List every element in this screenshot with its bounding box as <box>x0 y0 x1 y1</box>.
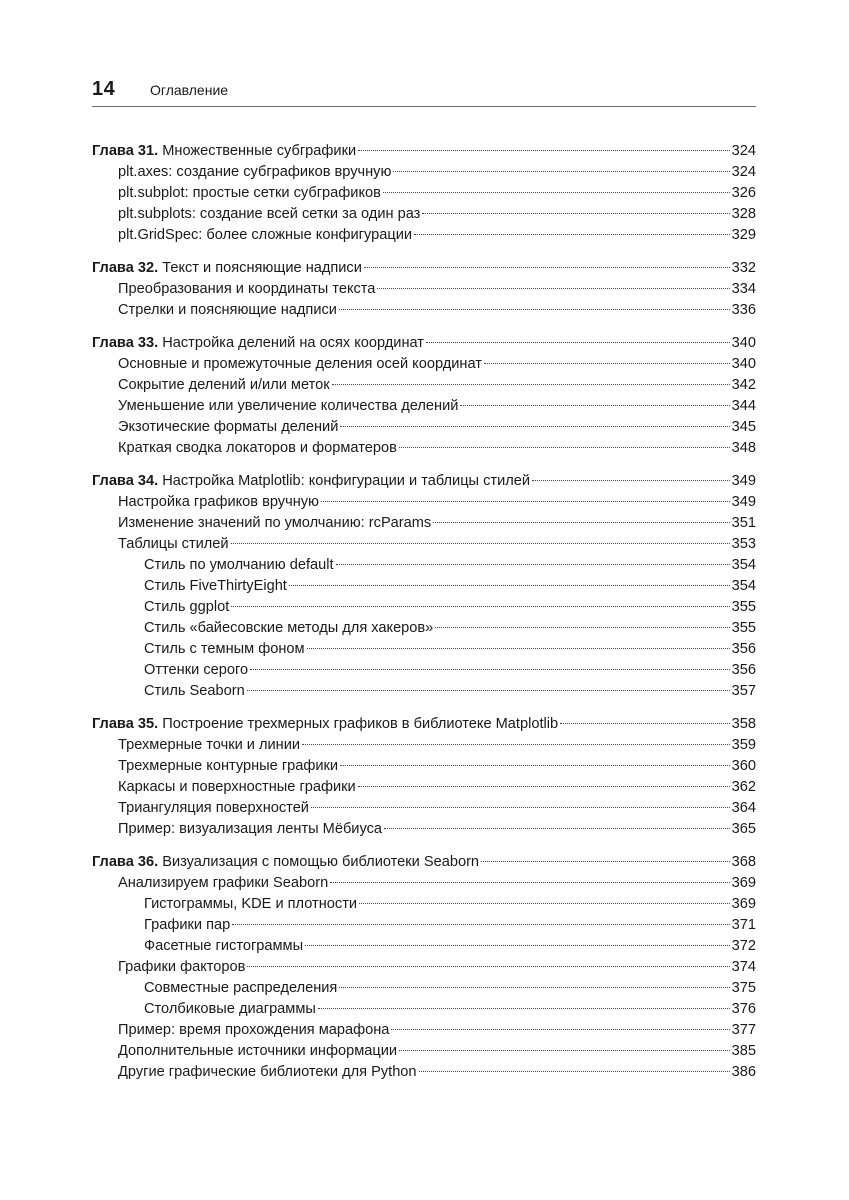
chapter-label: Глава 31. <box>92 143 159 159</box>
page-ref: 377 <box>731 1022 756 1038</box>
chapter-heading-title <box>92 852 479 873</box>
toc-section[interactable] <box>92 279 756 300</box>
page-ref: 349 <box>731 494 756 510</box>
toc-subsection-title <box>144 639 305 660</box>
dot-leader <box>336 564 730 565</box>
chapter-block <box>92 333 756 459</box>
entry-title: Дополнительные источники информации <box>118 1043 398 1059</box>
toc-subsection[interactable] <box>92 894 756 915</box>
page-ref: 372 <box>731 938 756 954</box>
entry-title: Совместные распределения <box>144 980 338 996</box>
page-ref: 329 <box>731 227 756 243</box>
dot-leader <box>532 480 730 481</box>
page-ref: 328 <box>731 206 756 222</box>
entry-title: plt.axes: создание субграфиков вручную <box>118 164 392 180</box>
entry-title: Другие графические библиотеки для Python <box>118 1064 417 1080</box>
entry-title: Трехмерные контурные графики <box>118 758 339 774</box>
toc-subsection-title <box>144 555 334 576</box>
entry-title: Уменьшение или увеличение количества делений <box>118 398 459 414</box>
page-ref: 356 <box>731 662 756 678</box>
page-ref: 365 <box>731 821 756 837</box>
toc-section-title <box>118 735 300 756</box>
page-ref: 386 <box>731 1064 756 1080</box>
toc-subsection-title <box>144 681 245 702</box>
toc-section[interactable] <box>92 417 756 438</box>
toc-section[interactable] <box>92 1062 756 1083</box>
chapter-block <box>92 258 756 321</box>
toc-section[interactable] <box>92 354 756 375</box>
chapter-heading-title <box>92 714 558 735</box>
toc-subsection[interactable] <box>92 681 756 702</box>
toc-section[interactable] <box>92 492 756 513</box>
chapter-heading[interactable] <box>92 471 756 492</box>
page-ref: 368 <box>731 854 756 870</box>
toc-section-title <box>118 819 382 840</box>
toc-section-title <box>118 438 397 459</box>
toc-subsection-title <box>144 894 357 915</box>
dot-leader <box>399 1050 730 1051</box>
toc-section[interactable] <box>92 957 756 978</box>
dot-leader <box>393 171 729 172</box>
entry-title: Стиль с темным фоном <box>144 641 305 657</box>
toc-section-title <box>118 225 412 246</box>
page-ref: 358 <box>731 716 756 732</box>
toc-section-title <box>118 375 330 396</box>
toc-section[interactable] <box>92 513 756 534</box>
toc-section-title <box>118 279 375 300</box>
chapter-block <box>92 471 756 702</box>
toc-section[interactable] <box>92 873 756 894</box>
dot-leader <box>399 447 730 448</box>
entry-title: Изменение значений по умолчанию: rcParams <box>118 515 432 531</box>
toc-section[interactable] <box>92 798 756 819</box>
page-ref: 359 <box>731 737 756 753</box>
table-of-contents <box>92 141 756 1095</box>
page-ref: 332 <box>731 260 756 276</box>
toc-section[interactable] <box>92 1020 756 1041</box>
toc-subsection[interactable] <box>92 978 756 999</box>
page-ref: 354 <box>731 578 756 594</box>
page-ref: 334 <box>731 281 756 297</box>
dot-leader <box>364 267 730 268</box>
page-ref: 354 <box>731 557 756 573</box>
toc-section-title <box>118 798 309 819</box>
entry-title: Основные и промежуточные деления осей координат <box>118 356 482 372</box>
chapter-heading-title <box>92 333 424 354</box>
page-ref: 351 <box>731 515 756 531</box>
entry-title: Преобразования и координаты текста <box>118 281 376 297</box>
page-ref: 369 <box>731 896 756 912</box>
entry-title: Гистограммы, KDE и плотности <box>144 896 358 912</box>
toc-section-title <box>118 354 482 375</box>
toc-subsection-title <box>144 618 433 639</box>
toc-section[interactable] <box>92 819 756 840</box>
chapter-title: Текст и поясняющие надписи <box>162 260 362 276</box>
toc-subsection[interactable] <box>92 576 756 597</box>
page-ref: 345 <box>731 419 756 435</box>
entry-title: plt.GridSpec: более сложные конфигурации <box>118 227 413 243</box>
entry-title: plt.subplots: создание всей сетки за один раз <box>118 206 421 222</box>
toc-section[interactable] <box>92 162 756 183</box>
entry-title: Графики факторов <box>118 959 246 975</box>
entry-title: plt.subplot: простые сетки субграфиков <box>118 185 381 201</box>
page-ref: 369 <box>731 875 756 891</box>
entry-title: Пример: визуализация ленты Мёбиуса <box>118 821 383 837</box>
page-ref: 348 <box>731 440 756 456</box>
toc-section-title <box>118 417 338 438</box>
page-ref: 340 <box>731 356 756 372</box>
toc-section-title <box>118 1020 389 1041</box>
dot-leader <box>391 1029 729 1030</box>
chapter-heading[interactable] <box>92 714 756 735</box>
page-ref: 364 <box>731 800 756 816</box>
toc-section[interactable] <box>92 735 756 756</box>
toc-section-title <box>118 957 245 978</box>
entry-title: Пример: время прохождения марафона <box>118 1022 390 1038</box>
dot-leader <box>358 786 730 787</box>
page-ref: 360 <box>731 758 756 774</box>
chapter-label: Глава 34. <box>92 473 159 489</box>
toc-section-title <box>118 534 229 555</box>
chapter-title: Настройка Matplotlib: конфигурации и таблицы стилей <box>162 473 531 489</box>
chapter-title: Визуализация с помощью библиотеки Seaborn <box>162 854 480 870</box>
dot-leader <box>377 288 729 289</box>
dot-leader <box>318 1008 730 1009</box>
dot-leader <box>435 627 729 628</box>
toc-section-title <box>118 204 420 225</box>
chapter-title: Множественные субграфики <box>162 143 357 159</box>
dot-leader <box>460 405 729 406</box>
chapter-heading[interactable] <box>92 852 756 873</box>
toc-section-title <box>118 873 328 894</box>
dot-leader <box>232 924 729 925</box>
page-ref: 353 <box>731 536 756 552</box>
dot-leader <box>247 966 729 967</box>
dot-leader <box>560 723 730 724</box>
chapter-heading-title <box>92 471 530 492</box>
dot-leader <box>231 543 730 544</box>
dot-leader <box>419 1071 730 1072</box>
page-ref: 385 <box>731 1043 756 1059</box>
entry-title: Анализируем графики Seaborn <box>118 875 329 891</box>
toc-subsection-title <box>144 978 337 999</box>
chapter-block <box>92 714 756 840</box>
entry-title: Экзотические форматы делений <box>118 419 339 435</box>
entry-title: Настройка графиков вручную <box>118 494 319 510</box>
page-ref: 324 <box>731 164 756 180</box>
toc-section-title <box>118 777 356 798</box>
toc-section-title <box>118 1062 417 1083</box>
dot-leader <box>339 987 729 988</box>
toc-section[interactable] <box>92 225 756 246</box>
dot-leader <box>250 669 730 670</box>
dot-leader <box>414 234 730 235</box>
dot-leader <box>359 903 730 904</box>
dot-leader <box>289 585 730 586</box>
entry-title: Столбиковые диаграммы <box>144 1001 316 1017</box>
chapter-label: Глава 33. <box>92 335 159 351</box>
entry-title: Стиль «байесовские методы для хакеров» <box>144 620 434 636</box>
entry-title: Краткая сводка локаторов и форматеров <box>118 440 397 456</box>
toc-section-title <box>118 1041 397 1062</box>
dot-leader <box>247 690 730 691</box>
toc-section-title <box>118 396 458 417</box>
dot-leader <box>305 945 730 946</box>
toc-section-title <box>118 183 381 204</box>
page-ref: 324 <box>731 143 756 159</box>
entry-title: Триангуляция поверхностей <box>118 800 309 816</box>
page-ref: 355 <box>731 599 756 615</box>
toc-section[interactable] <box>92 375 756 396</box>
page-ref: 340 <box>731 335 756 351</box>
toc-subsection-title <box>144 660 248 681</box>
dot-leader <box>321 501 730 502</box>
dot-leader <box>307 648 730 649</box>
toc-section[interactable] <box>92 300 756 321</box>
dot-leader <box>330 882 729 883</box>
toc-section[interactable] <box>92 1041 756 1062</box>
toc-subsection[interactable] <box>92 618 756 639</box>
toc-subsection[interactable] <box>92 999 756 1020</box>
entry-title: Фасетные гистограммы <box>144 938 304 954</box>
page-ref: 357 <box>731 683 756 699</box>
page-ref: 355 <box>731 620 756 636</box>
entry-title: Каркасы и поверхностные графики <box>118 779 356 795</box>
toc-section-title <box>118 513 431 534</box>
toc-subsection-title <box>144 936 303 957</box>
dot-leader <box>484 363 730 364</box>
toc-section-title <box>118 492 319 513</box>
entry-title: Графики пар <box>144 917 231 933</box>
page-ref: 374 <box>731 959 756 975</box>
entry-title: Оттенки серого <box>144 662 249 678</box>
chapter-label: Глава 32. <box>92 260 159 276</box>
page-ref: 326 <box>731 185 756 201</box>
toc-subsection-title <box>144 999 316 1020</box>
dot-leader <box>332 384 730 385</box>
chapter-title: Настройка делений на осях координат <box>162 335 424 351</box>
entry-title: Стрелки и поясняющие надписи <box>118 302 337 318</box>
toc-subsection[interactable] <box>92 555 756 576</box>
page-ref: 356 <box>731 641 756 657</box>
running-title: Оглавление <box>150 82 229 98</box>
page-header <box>92 74 756 107</box>
entry-title: Стиль FiveThirtyEight <box>144 578 287 594</box>
entry-title: Стиль по умолчанию default <box>144 557 334 573</box>
toc-section[interactable] <box>92 777 756 798</box>
dot-leader <box>302 744 730 745</box>
toc-section[interactable] <box>92 534 756 555</box>
toc-subsection[interactable] <box>92 936 756 957</box>
toc-section[interactable] <box>92 438 756 459</box>
toc-section-title <box>118 756 338 777</box>
toc-subsection[interactable] <box>92 639 756 660</box>
chapter-label: Глава 36. <box>92 854 159 870</box>
toc-subsection[interactable] <box>92 660 756 681</box>
toc-subsection-title <box>144 915 230 936</box>
toc-section[interactable] <box>92 756 756 777</box>
dot-leader <box>384 828 730 829</box>
toc-section[interactable] <box>92 204 756 225</box>
dot-leader <box>383 192 730 193</box>
chapter-heading-title <box>92 141 356 162</box>
page-ref: 376 <box>731 1001 756 1017</box>
toc-subsection-title <box>144 597 229 618</box>
dot-leader <box>340 765 730 766</box>
dot-leader <box>339 309 730 310</box>
toc-section[interactable] <box>92 183 756 204</box>
dot-leader <box>426 342 730 343</box>
chapter-title: Построение трехмерных графиков в библиотеке Matplotlib <box>162 716 559 732</box>
chapter-heading[interactable] <box>92 258 756 279</box>
chapter-label: Глава 35. <box>92 716 159 732</box>
entry-title: Стиль ggplot <box>144 599 230 615</box>
page-ref: 362 <box>731 779 756 795</box>
page-ref: 344 <box>731 398 756 414</box>
toc-subsection[interactable] <box>92 915 756 936</box>
dot-leader <box>433 522 729 523</box>
page-ref: 349 <box>731 473 756 489</box>
page-ref: 375 <box>731 980 756 996</box>
toc-subsection[interactable] <box>92 597 756 618</box>
chapter-block <box>92 852 756 1083</box>
dot-leader <box>481 861 730 862</box>
dot-leader <box>340 426 729 427</box>
toc-section[interactable] <box>92 396 756 417</box>
toc-section-title <box>118 300 337 321</box>
page-ref: 371 <box>731 917 756 933</box>
dot-leader <box>358 150 730 151</box>
chapter-heading-title <box>92 258 362 279</box>
dot-leader <box>231 606 729 607</box>
entry-title: Трехмерные точки и линии <box>118 737 301 753</box>
chapter-block <box>92 141 756 246</box>
entry-title: Сокрытие делений и/или меток <box>118 377 330 393</box>
entry-title: Стиль Seaborn <box>144 683 245 699</box>
page-ref: 336 <box>731 302 756 318</box>
page-ref: 342 <box>731 377 756 393</box>
dot-leader <box>311 807 730 808</box>
dot-leader <box>422 213 729 214</box>
page-number: 14 <box>92 78 116 100</box>
chapter-heading[interactable] <box>92 333 756 354</box>
toc-subsection-title <box>144 576 287 597</box>
toc-section-title <box>118 162 391 183</box>
chapter-heading[interactable] <box>92 141 756 162</box>
entry-title: Таблицы стилей <box>118 536 229 552</box>
